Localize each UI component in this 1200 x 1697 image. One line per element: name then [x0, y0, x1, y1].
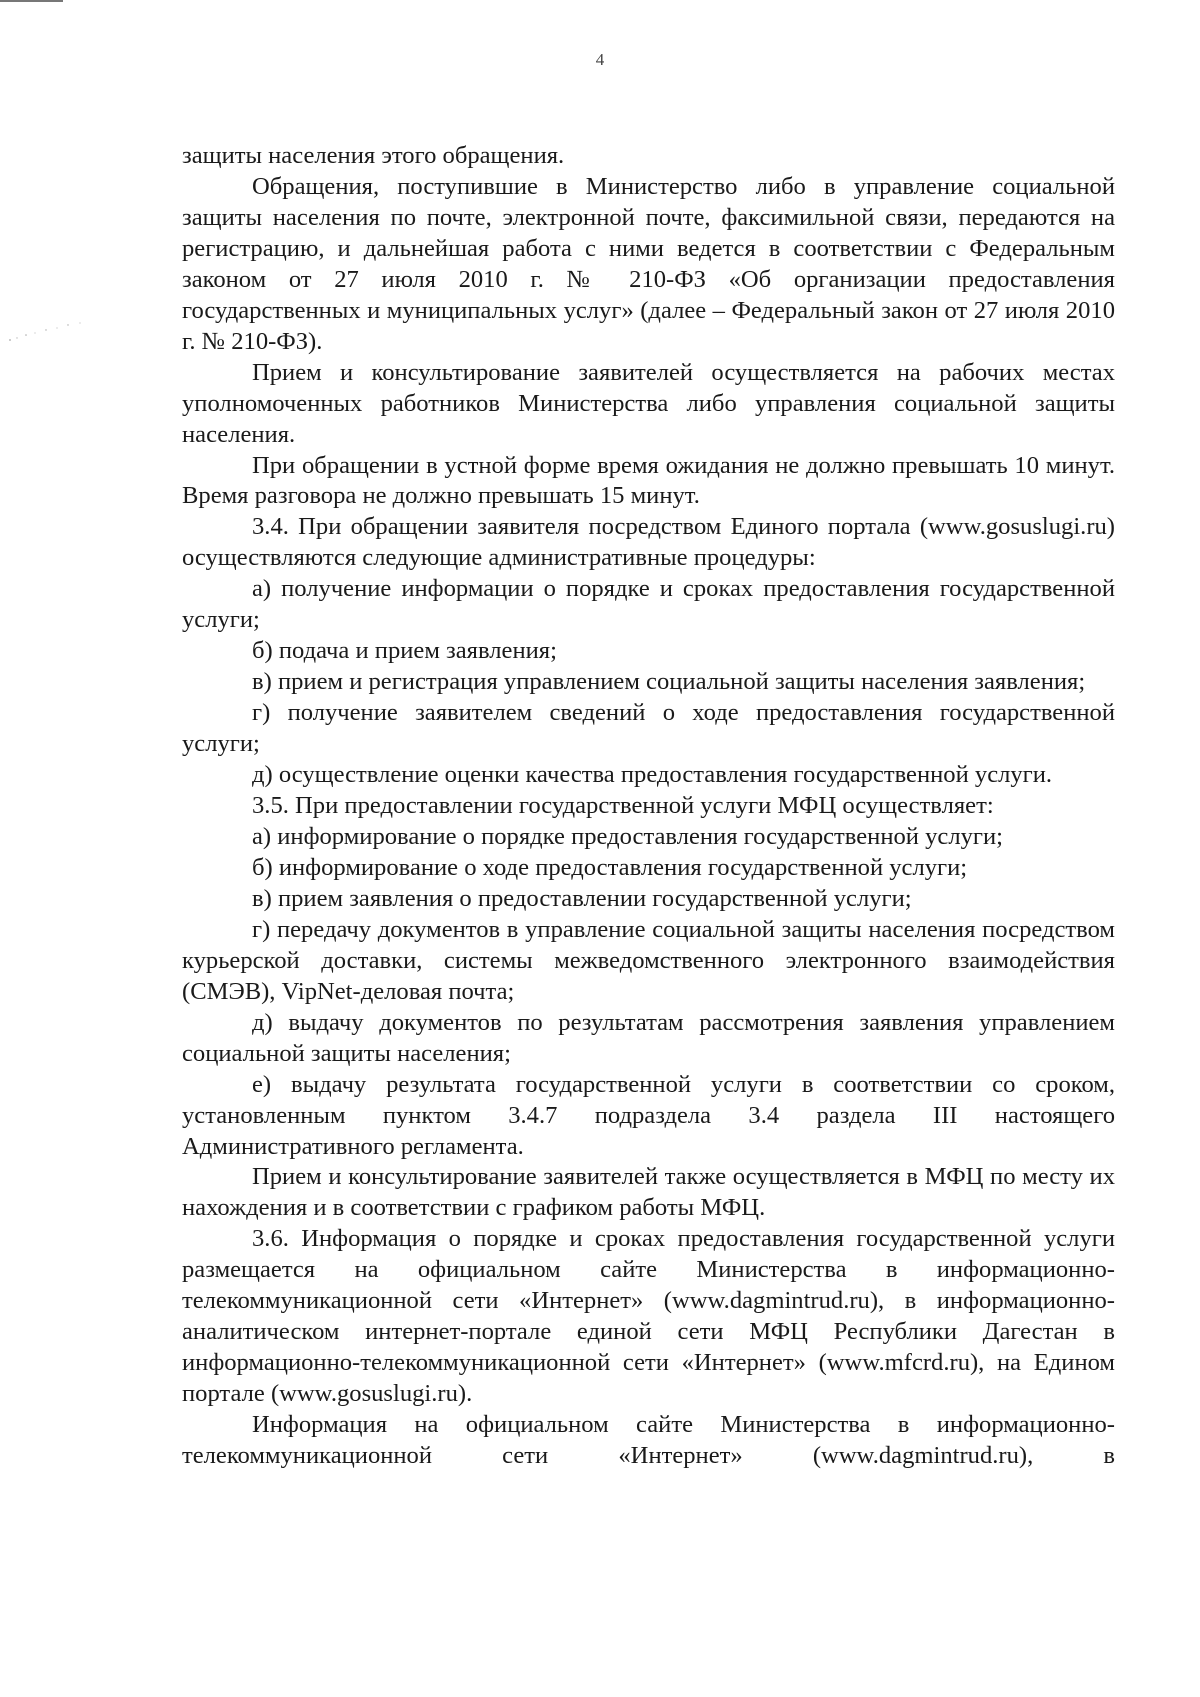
document-body: [182, 141, 1115, 1472]
paragraph: 3.5. При предоставлении государственной услуги МФЦ осуществляет:: [252, 792, 994, 820]
paragraph: При обращении в устной форме время ожидания не должно превышать 10 минут. Время разговора не должно превышать 15 минут.: [182, 451, 1115, 510]
paragraph: б) подача и прием заявления;: [252, 637, 557, 665]
paragraph: Информация на официальном сайте Министерства в информационно-телекоммуникационной сети «Интернет» (www.dagmintrud.ru), в: [182, 1411, 1115, 1470]
paragraph: а) информирование о порядке предоставления государственной услуги;: [252, 822, 1003, 850]
paragraph: 3.4. При обращении заявителя посредством Единого портала (www.gosuslugi.ru) осуществляются следующие административные процедуры:: [182, 513, 1115, 572]
paragraph: Обращения, поступившие в Министерство либо в управление социальной защиты населения по почте, электронной почте, факсимильной связи, передаются на регистрацию, и дальнейшая работа с ними ведется в соответствии с Федеральным законом от 27 июля 2010 г. № 210-ФЗ «Об организации предоставления государственных и муниципальных услуг» (далее – Федеральный закон от 27 июля 2010 г. № 210-ФЗ).: [182, 172, 1115, 355]
paragraph: Прием и консультирование заявителей осуществляется на рабочих местах уполномоченных работников Министерства либо управления социальной защиты населения.: [182, 358, 1115, 448]
paragraph: д) осуществление оценки качества предоставления государственной услуги.: [252, 761, 1053, 789]
paragraph: а) получение информации о порядке и сроках предоставления государственной услуги;: [182, 575, 1115, 634]
paragraph: Прием и консультирование заявителей также осуществляется в МФЦ по месту их нахождения и в соответствии с графиком работы МФЦ.: [182, 1163, 1115, 1222]
paragraph: 3.6. Информация о порядке и сроках предоставления государственной услуги размещается на официальном сайте Министерства в информационно-телекоммуникационной сети «Интернет» (www.dagmintrud.ru), в информационно-аналитическом интернет-портале единой сети МФЦ Республики Дагестан в информационно-телекоммуникационной сети «Интернет» (www.mfcrd.ru), на Едином портале (www.gosuslugi.ru).: [182, 1225, 1115, 1408]
paragraph: д) выдачу документов по результатам рассмотрения заявления управлением социальной защиты населения;: [182, 1008, 1115, 1067]
scan-artifact-line: [0, 0, 63, 2]
scan-artifact-specks: [2, 318, 92, 348]
paragraph: г) передачу документов в управление социальной защиты населения посредством курьерской доставки, системы межведомственного электронного взаимодействия (СМЭВ), VipNet-деловая почта;: [182, 915, 1115, 1005]
paragraph: е) выдачу результата государственной услуги в соответствии со сроком, установленным пунктом 3.4.7 подраздела 3.4 раздела III настоящего Административного регламента.: [182, 1070, 1115, 1160]
paragraph: в) прием заявления о предоставлении государственной услуги;: [252, 884, 912, 912]
paragraph: б) информирование о ходе предоставления государственной услуги;: [252, 853, 968, 881]
paragraph: г) получение заявителем сведений о ходе предоставления государственной услуги;: [182, 699, 1115, 758]
page-number: 4: [595, 50, 605, 69]
paragraph: в) прием и регистрация управлением социальной защиты населения заявления;: [252, 668, 1086, 696]
paragraph: защиты населения этого обращения.: [182, 142, 565, 169]
